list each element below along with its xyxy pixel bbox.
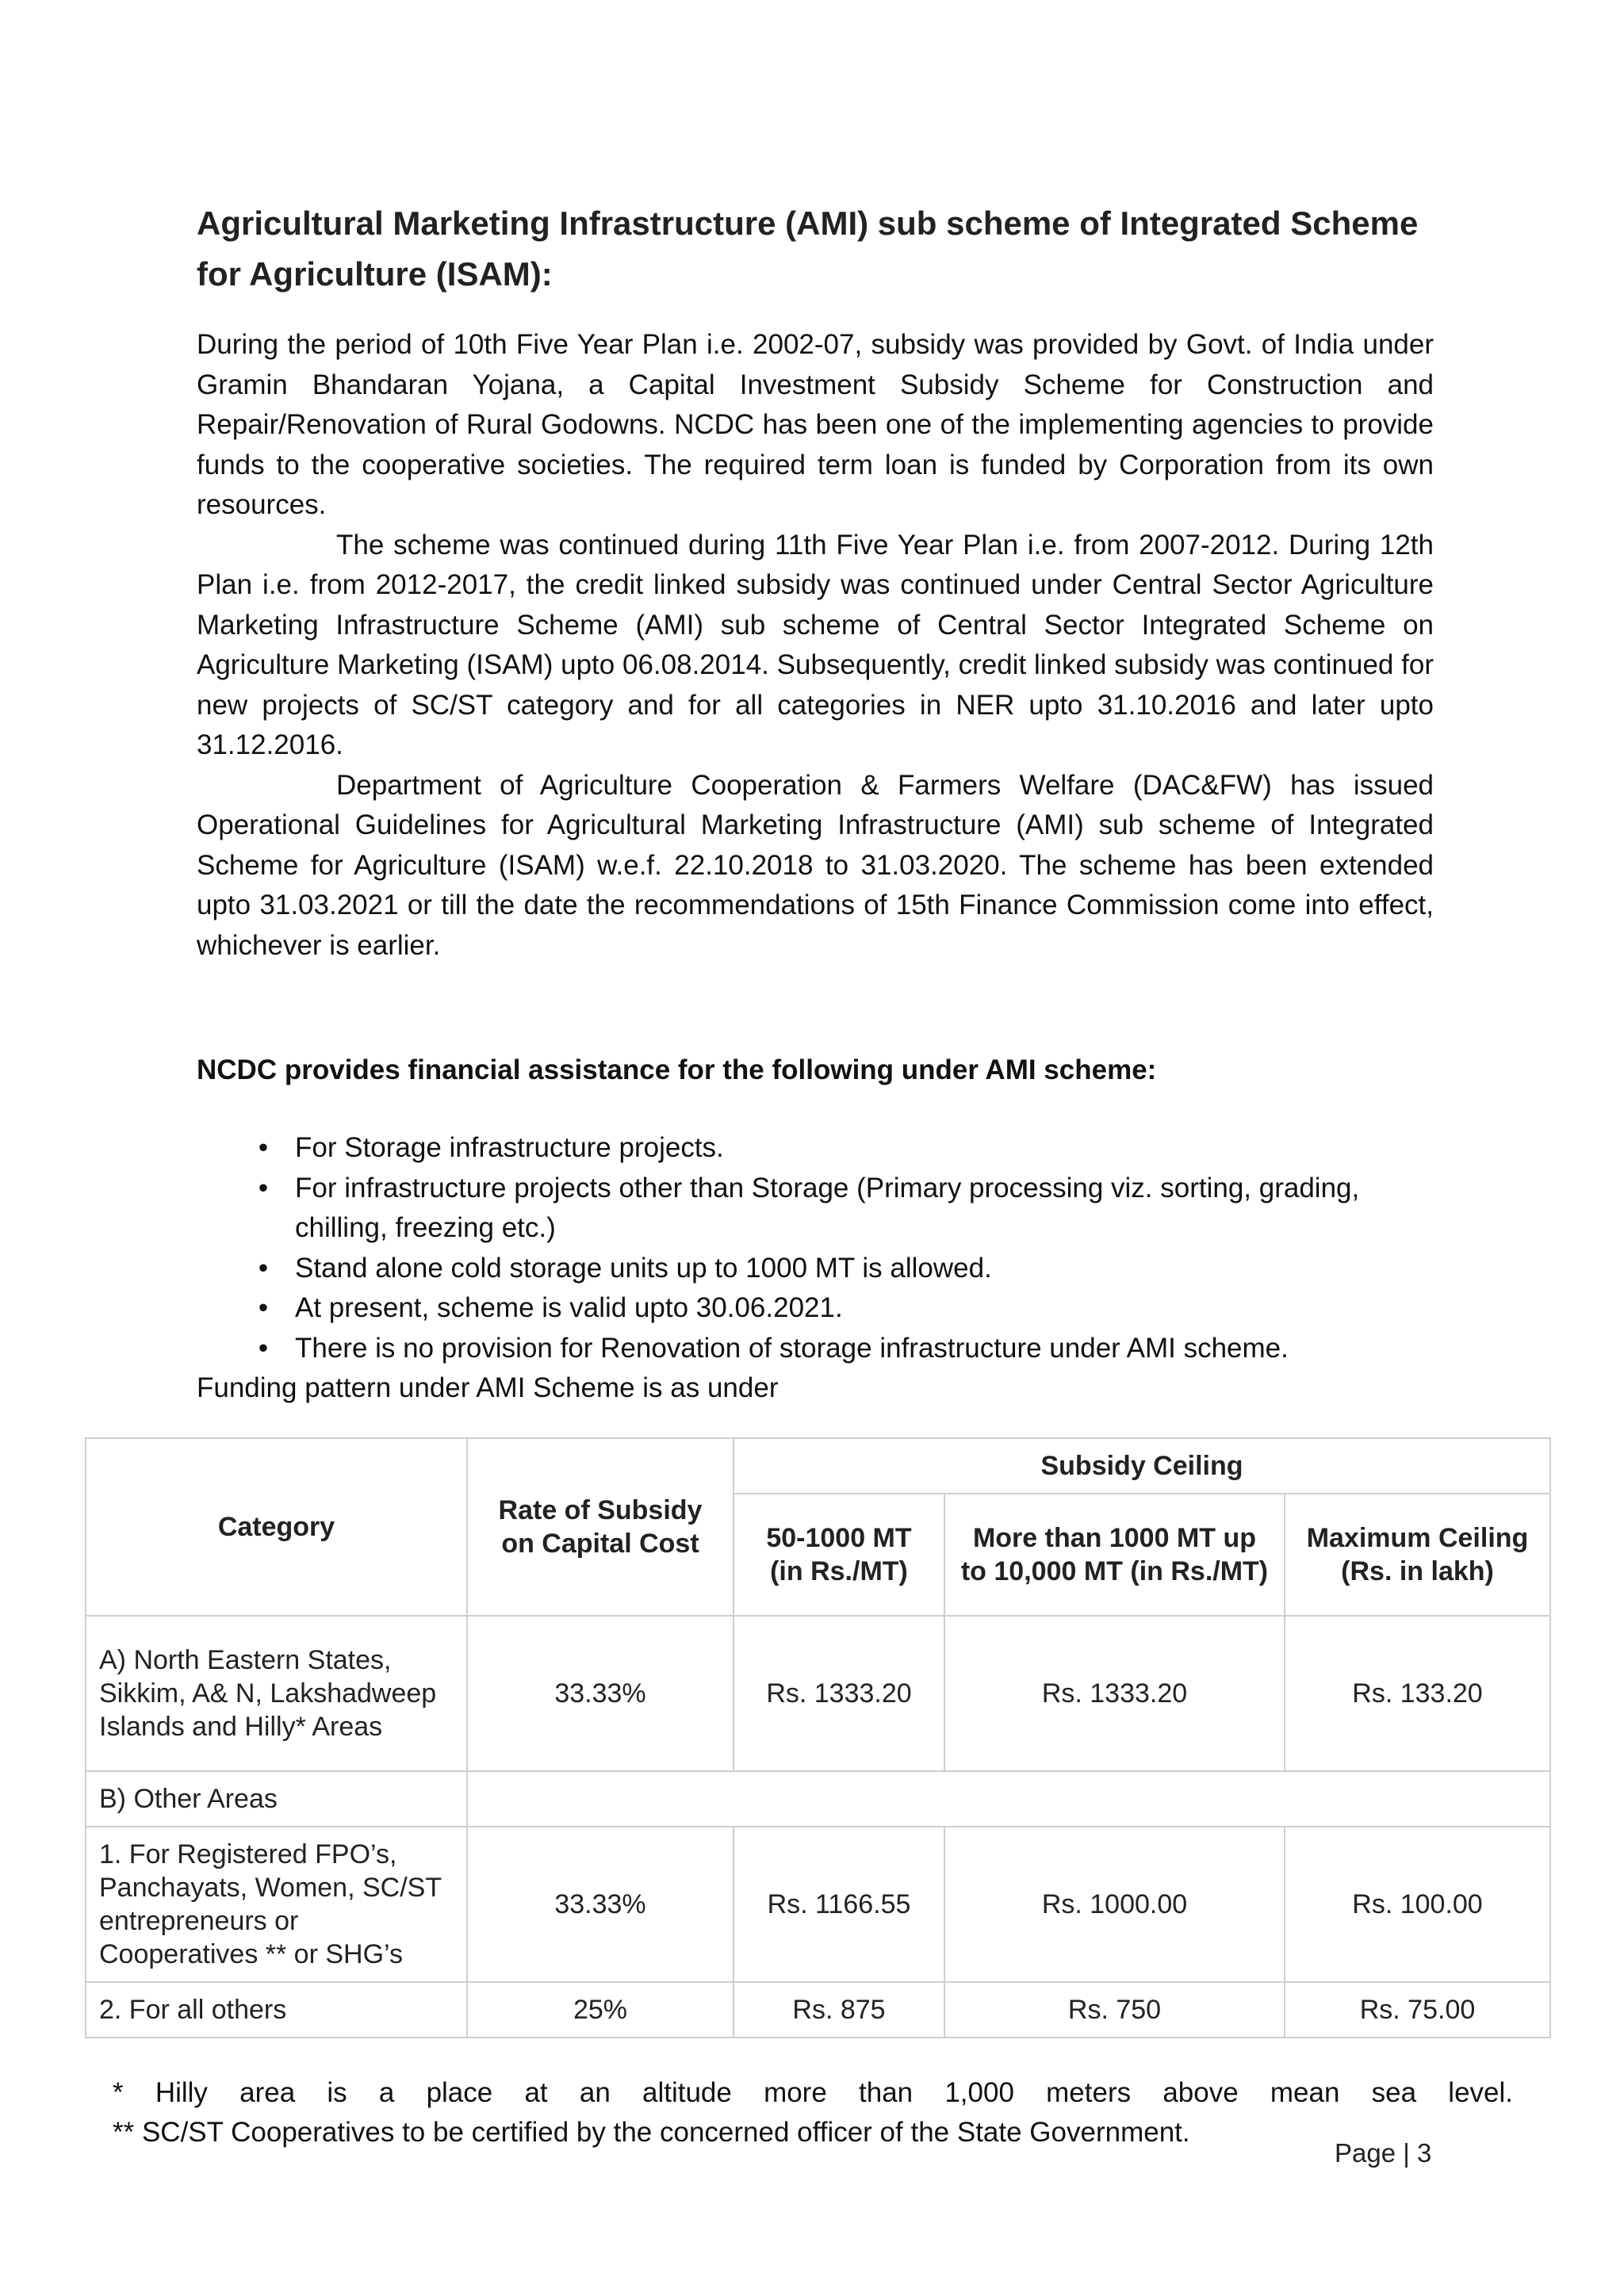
funding-intro: Funding pattern under AMI Scheme is as under bbox=[197, 1372, 779, 1403]
assistance-subheading: NCDC provides financial assistance for the following under AMI scheme: bbox=[197, 1054, 1157, 1085]
row-a-max: Rs. 133.20 bbox=[1285, 1616, 1550, 1771]
row-a-small: Rs. 1333.20 bbox=[733, 1616, 944, 1771]
list-item bbox=[197, 1329, 1450, 1369]
row-a-category: A) North Eastern States, Sikkim, A& N, Lakshadweep Islands and Hilly* Areas bbox=[86, 1616, 467, 1771]
table-header-row bbox=[86, 1438, 1550, 1494]
header-subsidy-ceiling: Subsidy Ceiling bbox=[733, 1438, 1550, 1494]
table-row bbox=[86, 1616, 1550, 1771]
row-b1-category: 1. For Registered FPO’s, Panchayats, Women, SC/ST entrepreneurs or Cooperatives ** or SHG’s bbox=[86, 1827, 467, 1982]
bullet-icon: • bbox=[258, 1172, 269, 1203]
header-1000-10000-mt: More than 1000 MT up to 10,000 MT (in Rs./MT) bbox=[944, 1494, 1285, 1616]
row-a-large: Rs. 1333.20 bbox=[944, 1616, 1285, 1771]
list-item bbox=[197, 1249, 1450, 1289]
paragraph-1: During the period of 10th Five Year Plan i.e. 2002-07, subsidy was provided by Govt. of India under Gramin Bhandaran Yojana, a Capital Investment Subsidy Scheme for Construction and Repair/Renovation of Rural Godowns. NCDC has been one of the implementing agencies to provide funds to the cooperative societies. The required term loan is funded by Corporation from its own resources. bbox=[197, 329, 1434, 520]
list-item-text: For infrastructure projects other than Storage (Primary processing viz. sorting, grading, chilling, freezing etc.) bbox=[295, 1172, 1360, 1243]
header-category: Category bbox=[86, 1438, 467, 1616]
row-b1-rate: 33.33% bbox=[467, 1827, 733, 1982]
row-b2-max: Rs. 75.00 bbox=[1285, 1982, 1550, 2038]
row-b2-category: 2. For all others bbox=[86, 1982, 467, 2038]
row-b1-max: Rs. 100.00 bbox=[1285, 1827, 1550, 1982]
paragraph-2: The scheme was continued during 11th Five Year Plan i.e. from 2007-2012. During 12th Plan i.e. from 2012-2017, the credit linked subsidy was continued under Central Sector Agriculture Marketing Infrastructure Scheme (AMI) sub scheme of Central Sector Integrated Scheme on Agriculture Marketing (ISAM) upto 06.08.2014. Subsequently, credit linked subsidy was continued for new projects of SC/ST category and for all categories in NER upto 31.10.2016 and later upto 31.12.2016. bbox=[197, 529, 1434, 760]
list-item-text: Stand alone cold storage units up to 1000 MT is allowed. bbox=[295, 1252, 992, 1284]
table-row bbox=[86, 1827, 1550, 1982]
assistance-list bbox=[197, 1128, 1450, 1368]
list-item bbox=[197, 1128, 1450, 1169]
row-b1-large: Rs. 1000.00 bbox=[944, 1827, 1285, 1982]
bullet-icon: • bbox=[258, 1332, 269, 1364]
row-b2-large: Rs. 750 bbox=[944, 1982, 1285, 2038]
bullet-icon: • bbox=[258, 1132, 269, 1163]
row-b-empty bbox=[467, 1771, 1550, 1827]
row-b-category: B) Other Areas bbox=[86, 1771, 467, 1827]
paragraph-3: Department of Agriculture Cooperation & Farmers Welfare (DAC&FW) has issued Operational Guidelines for Agricultural Marketing Infrastructure (AMI) sub scheme of Integrated Scheme for Agriculture (ISAM) w.e.f. 22.10.2018 to 31.03.2020. The scheme has been extended upto 31.03.2021 or till the date the recommendations of 15th Finance Commission come into effect, whichever is earlier. bbox=[197, 769, 1434, 961]
list-item-text: There is no provision for Renovation of storage infrastructure under AMI scheme. bbox=[295, 1332, 1289, 1364]
row-a-rate: 33.33% bbox=[467, 1616, 733, 1771]
row-b1-small: Rs. 1166.55 bbox=[733, 1827, 944, 1982]
list-item-text: For Storage infrastructure projects. bbox=[295, 1132, 724, 1163]
header-50-1000-mt: 50-1000 MT (in Rs./MT) bbox=[733, 1494, 944, 1616]
header-rate: Rate of Subsidy on Capital Cost bbox=[467, 1438, 733, 1616]
footnote-scst: ** SC/ST Cooperatives to be certified by the concerned officer of the State Government. bbox=[113, 2117, 1190, 2148]
funding-table bbox=[85, 1437, 1551, 2038]
list-item bbox=[197, 1169, 1450, 1249]
bullet-icon: • bbox=[258, 1292, 269, 1323]
table-row bbox=[86, 1771, 1550, 1827]
table-row bbox=[86, 1982, 1550, 2038]
header-maximum-ceiling: Maximum Ceiling (Rs. in lakh) bbox=[1285, 1494, 1550, 1616]
page-number: Page | 3 bbox=[1335, 2138, 1432, 2168]
list-item bbox=[197, 1288, 1450, 1329]
section-title: Agricultural Marketing Infrastructure (AMI) sub scheme of Integrated Scheme for Agriculture (ISAM): bbox=[197, 205, 1419, 293]
row-b2-small: Rs. 875 bbox=[733, 1982, 944, 2038]
row-b2-rate: 25% bbox=[467, 1982, 733, 2038]
list-item-text: At present, scheme is valid upto 30.06.2021. bbox=[295, 1292, 843, 1323]
body-text bbox=[197, 325, 1434, 966]
bullet-icon: • bbox=[258, 1252, 269, 1284]
footnote-hilly: * Hilly area is a place at an altitude more than 1,000 meters above mean sea level. bbox=[113, 2077, 1513, 2108]
